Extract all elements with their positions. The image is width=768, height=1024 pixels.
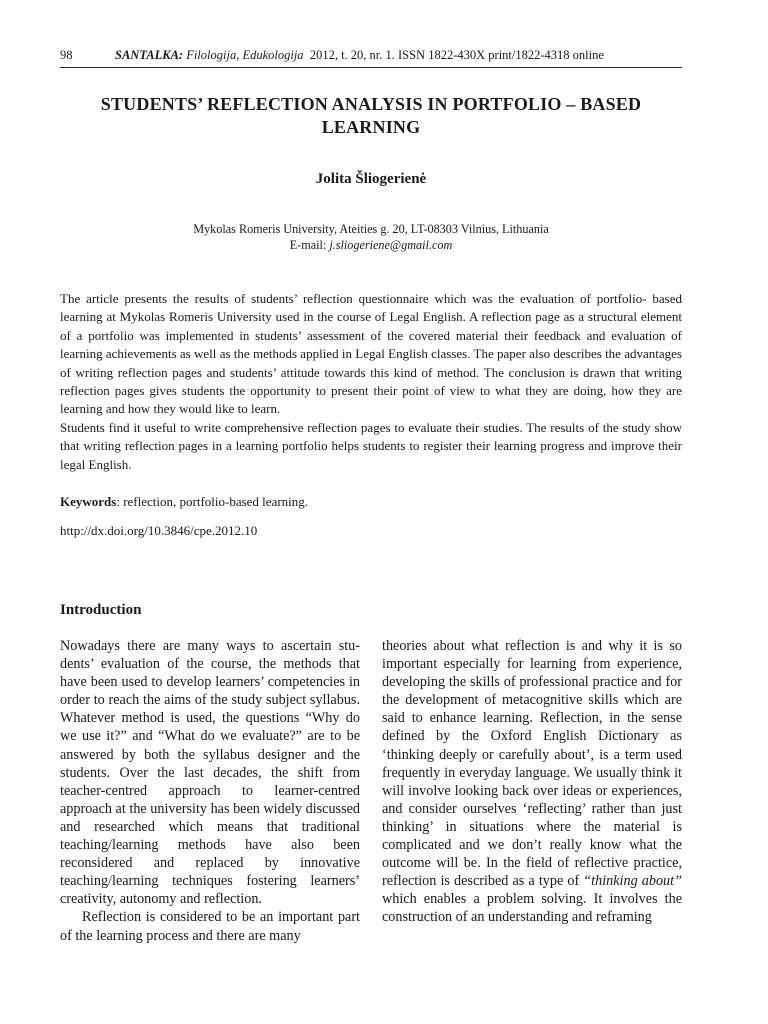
section-heading-introduction: Introduction xyxy=(60,602,142,618)
journal-subtitle: Filologija, Edukologija xyxy=(186,48,304,62)
doi-link[interactable]: http://dx.doi.org/10.3846/cpe.2012.10 xyxy=(60,523,258,538)
body-text: theories about what reflection is and why it is so important especially for learning from experience, developing the skills of professional practice and for the development of metacognitive skills which are said to enhance learning. Reflection, in the sense defined by the Oxford English Dictionary as ‘thinking deeply or carefully about’, is a term used frequently in everyday language. We usually think it will involve looking back over ideas or experiences, and consider ourselves ‘reflecting’ rather than just thinking’ in situations where the material is complicated and we don’t really know what the outcome will be. In the field of reflective practice, reflection is described as a type of xyxy=(382,638,682,890)
body-text: which enables a problem solving. It involves the construction of an understanding and reframing xyxy=(382,891,682,926)
email-line xyxy=(60,237,682,253)
author-affiliation xyxy=(60,221,682,253)
author-name: Jolita Šliogerienė xyxy=(315,171,427,187)
keywords-label: Keywords xyxy=(60,494,117,509)
keywords xyxy=(60,493,682,511)
article-title xyxy=(60,93,682,139)
page-number: 98 xyxy=(60,48,73,62)
journal-name: SANTALKA: xyxy=(115,48,184,62)
body-paragraph: Nowadays there are many ways to ascertain students’ evaluation of the course, the methods that have been used to develop learners’ competencies in order to reach the aims of the study subject syllabus. Whatever method is used, the questions “Why do we use it?” and “What do we evaluate?” are to be answered by both the syllabus designer and the students. Over the last decades, the shift from teacher-centred approach to learner-centred approach at the university has been widely discussed and researched which means that traditional teaching/learning methods have also been reconsidered and replaced by innovative teaching/learning techniques fostering learners’ creativity, autonomy and reflection. xyxy=(60,638,360,908)
keywords-text: : reflection, portfolio-based learning. xyxy=(116,494,309,509)
body-paragraph xyxy=(382,637,682,927)
institution-address: Mykolas Romeris University, Ateities g. 20, LT-08303 Vilnius, Lithuania xyxy=(193,222,549,236)
article-title-line2: LEARNING xyxy=(321,117,421,137)
journal-details: 2012, t. 20, nr. 1. ISSN 1822-430X print/1822-4318 online xyxy=(309,48,604,62)
body-column-left xyxy=(60,637,360,945)
journal-citation xyxy=(115,47,604,63)
body-column-right xyxy=(382,637,682,927)
header-rule xyxy=(60,67,682,68)
email-address: j.sliogeriene@gmail.com xyxy=(329,238,453,252)
body-text-italic: “thinking about” xyxy=(583,873,682,890)
abstract xyxy=(60,290,682,474)
abstract-paragraph: The article presents the results of students’ reflection questionnaire which was the evaluation of portfolio- based learning at Mykolas Romeris University used in the course of Legal English. A reflection page as a structural element of a portfolio was implemented in students’ assessment of the covered material their feedback and evaluation of learning achievements as well as the methods applied in Legal English classes. The paper also describes the advantages of writing reflection pages and students’ attitude towards this kind of method. The conclusion is drawn that writing reflection pages gives students the opportunity to present their point of view to what they are doing, how they are learning and how they would like to learn. xyxy=(60,291,682,417)
body-paragraph: Reflection is considered to be an important part of the learning process and there are many xyxy=(60,909,360,944)
abstract-paragraph: Students find it useful to write comprehensive reflection pages to evaluate their studies. The results of the study show that writing reflection pages in a learning portfolio helps students to register their learning progress and improve their legal English. xyxy=(60,419,682,472)
email-label: E-mail: xyxy=(289,238,327,252)
article-title-line1: STUDENTS’ REFLECTION ANALYSIS IN PORTFOLIO – BASED xyxy=(100,94,642,114)
